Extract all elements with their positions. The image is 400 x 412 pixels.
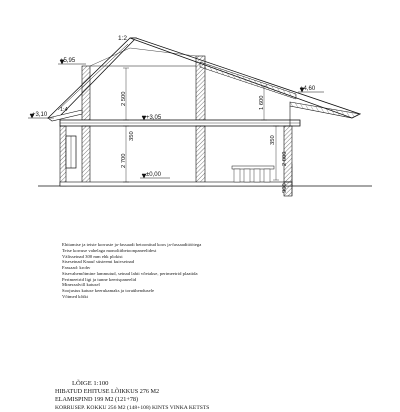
level-ridge-left: +5,95: [60, 58, 76, 64]
left-pitch-label: 1:4: [60, 107, 68, 113]
dim-right-mid: 350: [270, 135, 276, 145]
section-title: LÕIGE 1:100: [72, 380, 109, 387]
floor-area-cut: KORRUSEP. KOKKU 256 M2 (148+108) KINTS VINKA KETSTS: [55, 405, 210, 411]
intermediate-slab: [60, 120, 300, 126]
level-eave-right: +4,60: [300, 86, 316, 92]
note-item: Mineraalvill katusel: [62, 282, 100, 288]
built-area: HIBATUD EHITUSE LÕIKKUS 276 M2: [55, 388, 160, 395]
dim-upper-height: 2 500: [121, 91, 127, 106]
dim-foundation: 900: [282, 183, 288, 193]
note-item: Soojustus katuse keerukamaks ja toruühendusele: [62, 288, 155, 293]
dim-right-top: 1 600: [259, 95, 265, 110]
title-block: [55, 380, 355, 412]
construction-notes: [62, 242, 322, 300]
living-area: ELAMISPIND 199 M2 (121+78): [55, 396, 139, 403]
note-item: Fassaad: krohv: [62, 265, 91, 270]
dim-lower-height: 2 700: [121, 153, 127, 168]
dining-table: [232, 166, 274, 182]
level-eave-left: +3,10: [32, 112, 48, 118]
note-item: Võtmed kõikt: [62, 293, 88, 299]
note-item: Teise korruse vahelaga monoliitbetoonpaneelidest: [62, 247, 157, 253]
dim-slab: 350: [129, 131, 135, 141]
dim-right-low: 2 000: [282, 151, 288, 166]
level-ground: ±0,00: [146, 172, 161, 178]
note-item: Siseseinad Knauf süsteemi kuivseinad: [62, 259, 135, 265]
note-item: Perimeetrid ligi ja tunne keerispaneelid: [62, 276, 137, 282]
roof-right-slope: [130, 38, 360, 118]
note-item: Sisevahemõtmine lammutud, seinad lahti võetakse, perimeetrid plaatida: [62, 270, 198, 276]
note-item: Välisseinad 300 mm ehk plokist: [62, 253, 123, 259]
level-floor-upper: +3,05: [146, 115, 162, 121]
note-item: Ehitamise ja teiste korruste ja-fassaadi betoonitud koos ja-fassaaditöötega: [62, 242, 202, 247]
roof-pitch-label: 1:2: [118, 35, 128, 42]
